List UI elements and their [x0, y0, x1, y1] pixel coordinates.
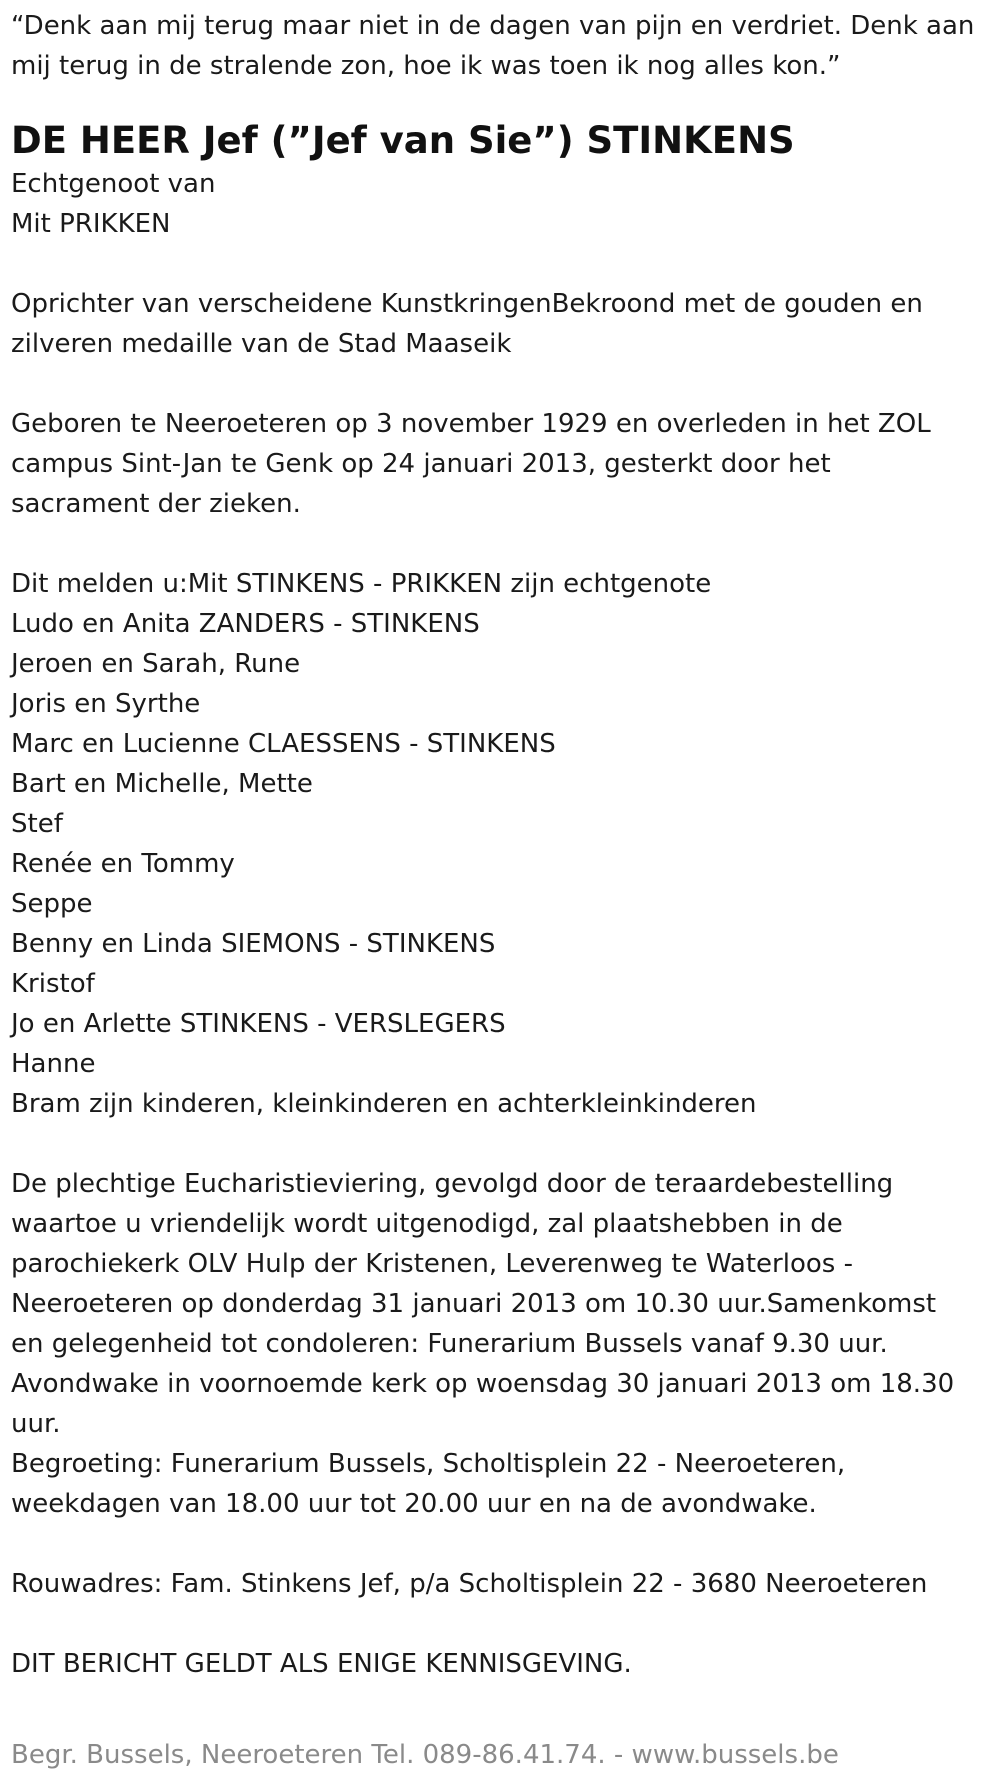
ceremony-line: De plechtige Eucharistieviering, gevolgd door de teraardebestelling: [11, 1169, 894, 1199]
deceased-name-title: DE HEER Jef (”Jef van Sie”) STINKENS: [11, 119, 795, 162]
family-line: Hanne: [11, 1049, 96, 1079]
ceremony-line: Begroeting: Funerarium Bussels, Scholtisplein 22 - Neeroeteren,: [11, 1449, 846, 1479]
honors-block: [11, 284, 991, 364]
ceremony-line: uur.: [11, 1409, 61, 1439]
family-line: Stef: [11, 809, 63, 839]
family-line: Jo en Arlette STINKENS - VERSLEGERS: [11, 1009, 506, 1039]
spouse-line: Echtgenoot van: [11, 169, 216, 199]
quote-line: mij terug in de stralende zon, hoe ik was toen ik nog alles kon.”: [11, 51, 841, 81]
family-line: Ludo en Anita ZANDERS - STINKENS: [11, 609, 480, 639]
family-line: Kristof: [11, 969, 95, 999]
funeral-home-footer: Begr. Bussels, Neeroeteren Tel. 089-86.41.74. - www.bussels.be: [11, 1740, 839, 1770]
family-line: Bart en Michelle, Mette: [11, 769, 313, 799]
ceremony-block: [11, 1164, 991, 1524]
official-notice: DIT BERICHT GELDT ALS ENIGE KENNISGEVING.: [11, 1649, 632, 1679]
family-line: Renée en Tommy: [11, 849, 235, 879]
ceremony-line: Avondwake in voornoemde kerk op woensdag 30 januari 2013 om 18.30: [11, 1369, 955, 1399]
honors-line: zilveren medaille van de Stad Maaseik: [11, 329, 512, 359]
family-line: Bram zijn kinderen, kleinkinderen en achterkleinkinderen: [11, 1089, 757, 1119]
birth-death-line: campus Sint-Jan te Genk op 24 januari 2013, gesterkt door het: [11, 449, 831, 479]
ceremony-line: waartoe u vriendelijk wordt uitgenodigd, zal plaatshebben in de: [11, 1209, 843, 1239]
ceremony-line: parochiekerk OLV Hulp der Kristenen, Leverenweg te Waterloos -: [11, 1249, 853, 1279]
family-line: Seppe: [11, 889, 93, 919]
quote-line: “Denk aan mij terug maar niet in de dagen van pijn en verdriet. Denk aan: [11, 11, 975, 41]
ceremony-line: weekdagen van 18.00 uur tot 20.00 uur en na de avondwake.: [11, 1489, 817, 1519]
family-block: [11, 564, 991, 1124]
obituary-notice: [11, 6, 991, 1684]
birth-death-block: [11, 404, 991, 524]
birth-death-line: sacrament der zieken.: [11, 489, 301, 519]
ceremony-line: Neeroeteren op donderdag 31 januari 2013 om 10.30 uur.Samenkomst: [11, 1289, 937, 1319]
honors-line: Oprichter van verscheidene KunstkringenBekroond met de gouden en: [11, 289, 923, 319]
family-line: Marc en Lucienne CLAESSENS - STINKENS: [11, 729, 556, 759]
family-line: Jeroen en Sarah, Rune: [11, 649, 301, 679]
spouse-line: Mit PRIKKEN: [11, 209, 171, 239]
quote-block: [11, 6, 991, 86]
family-line: Benny en Linda SIEMONS - STINKENS: [11, 929, 496, 959]
spouse-block: [11, 164, 991, 244]
family-line: Joris en Syrthe: [11, 689, 201, 719]
ceremony-line: en gelegenheid tot condoleren: Funerarium Bussels vanaf 9.30 uur.: [11, 1329, 888, 1359]
family-line: Dit melden u:Mit STINKENS - PRIKKEN zijn echtgenote: [11, 569, 712, 599]
mourning-address: Rouwadres: Fam. Stinkens Jef, p/a Scholtisplein 22 - 3680 Neeroeteren: [11, 1569, 928, 1599]
birth-death-line: Geboren te Neeroeteren op 3 november 1929 en overleden in het ZOL: [11, 409, 931, 439]
